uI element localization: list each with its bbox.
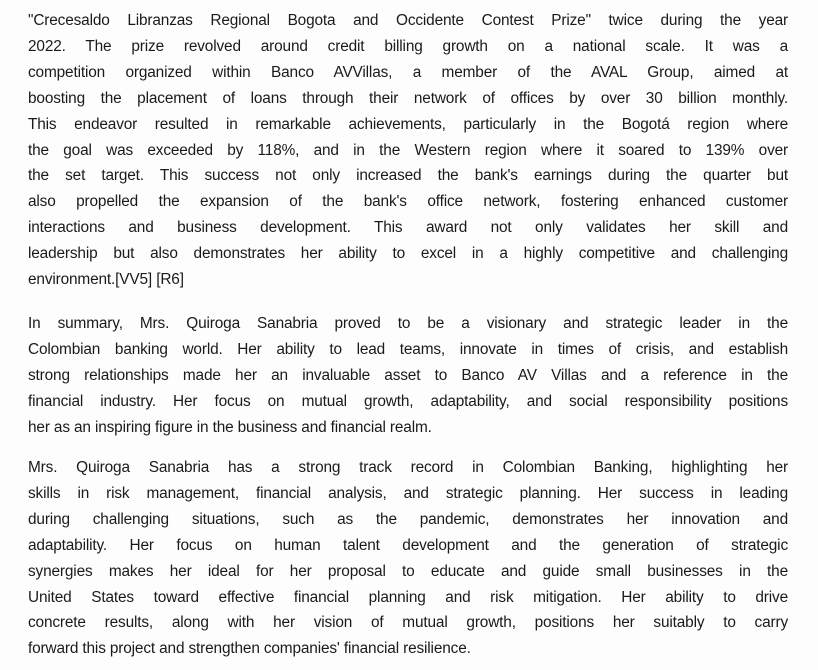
text-line: the goal was exceeded by 118%, and in the Western region where it soared to 139% over (28, 141, 788, 159)
text-line: environment.[VV5] [R6] (28, 271, 184, 289)
text-line: competition organized within Banco AVVillas, a member of the AVAL Group, aimed at (28, 63, 788, 81)
text-line: boosting the placement of loans through their network of offices by over 30 billion monthly. (28, 89, 788, 107)
text-line: adaptability. Her focus on human talent development and the generation of strategic (28, 536, 788, 554)
text-line: forward this project and strengthen companies' financial resilience. (28, 640, 471, 658)
text-line: synergies makes her ideal for her proposal to educate and guide small businesses in the (28, 562, 788, 580)
text-line: 2022. The prize revolved around credit billing growth on a national scale. It was a (28, 37, 788, 55)
text-line: interactions and business development. This award not only validates her skill and (28, 219, 788, 237)
text-line: "Crecesaldo Libranzas Regional Bogota and Occidente Contest Prize" twice during the year (28, 12, 788, 29)
text-line: This endeavor resulted in remarkable achievements, particularly in the Bogotá region where (28, 115, 788, 133)
paragraph-track-record (28, 455, 788, 662)
text-line: financial industry. Her focus on mutual growth, adaptability, and social responsibility positions (28, 392, 788, 410)
text-line: the set target. This success not only increased the bank's earnings during the quarter but (28, 167, 788, 185)
text-line: strong relationships made her an invaluable asset to Banco AV Villas and a reference in the (28, 366, 788, 384)
text-line: Mrs. Quiroga Sanabria has a strong track record in Colombian Banking, highlighting her (28, 459, 788, 476)
text-line: United States toward effective financial planning and risk mitigation. Her ability to drive (28, 588, 788, 606)
text-line: Colombian banking world. Her ability to lead teams, innovate in times of crisis, and establish (28, 340, 788, 358)
text-line: concrete results, along with her vision of mutual growth, positions her suitably to carry (28, 614, 788, 632)
text-line: leadership but also demonstrates her ability to excel in a highly competitive and challenging (28, 245, 788, 263)
text-line: In summary, Mrs. Quiroga Sanabria proved to be a visionary and strategic leader in the (28, 315, 788, 332)
paragraph-contest-prize (28, 8, 788, 293)
text-line: during challenging situations, such as the pandemic, demonstrates her innovation and (28, 510, 788, 528)
text-line: her as an inspiring figure in the business and financial realm. (28, 418, 432, 436)
text-line: also propelled the expansion of the bank's office network, fostering enhanced customer (28, 193, 788, 211)
text-line: skills in risk management, financial analysis, and strategic planning. Her success in leading (28, 484, 788, 502)
paragraph-summary (28, 311, 788, 441)
